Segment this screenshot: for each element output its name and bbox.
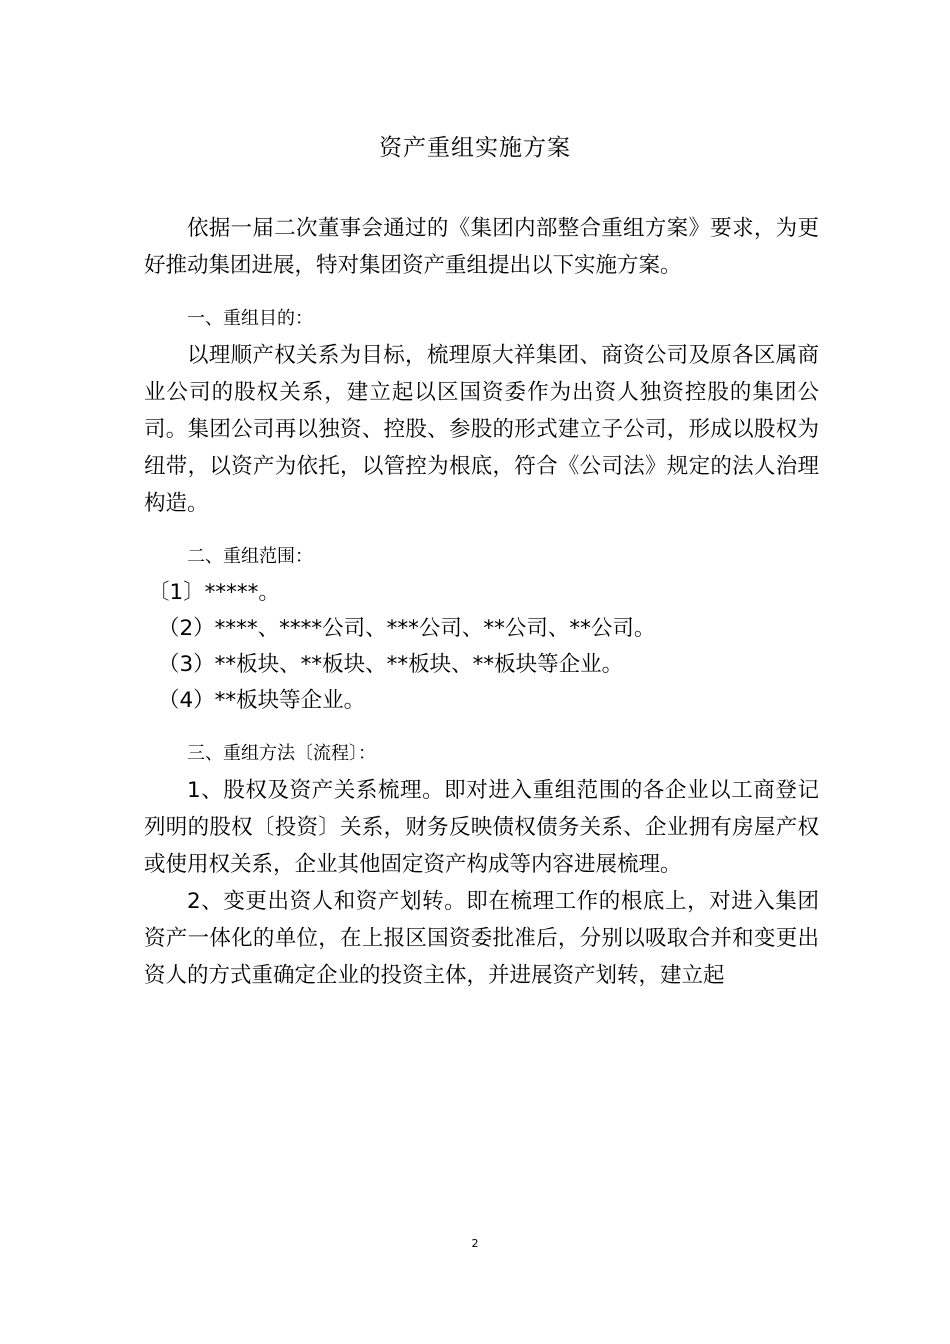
- spacer: [144, 284, 819, 292]
- scope-item-1: 〔1〕*****。: [148, 580, 280, 605]
- method-paragraph-1: 1、股权及资产关系梳理。即对进入重组范围的各企业以工商登记列明的股权〔投资〕关系，财务反映债权债务关系、企业拥有房屋产权或使用权关系，企业其他固定资产构成等内容进展梳理。: [144, 778, 819, 877]
- scope-item-4: （4）**板块等企业。: [158, 688, 366, 713]
- spacer: [144, 719, 819, 727]
- method-paragraph-2: 2、变更出资人和资产划转。即在梳理工作的根底上，对进入集团资产一体化的单位，在上报区国资委批准后，分别以吸取合并和变更出资人的方式重确定企业的投资主体，并进展资产划转，建立起: [144, 889, 819, 988]
- section-heading-scope: 二、重组范围：: [187, 546, 313, 567]
- document-title: 资产重组实施方案: [379, 135, 571, 161]
- section-heading-method: 三、重组方法〔流程〕：: [187, 743, 376, 764]
- purpose-paragraph: 以理顺产权关系为目标，梳理原大祥集团、商资公司及原各区属商业公司的股权关系，建立起以区国资委作为出资人独资控股的集团公司。集团公司再以独资、控股、参股的形式建立子公司，形成以股权为纽带，以资产为依托，以管控为根底，符合《公司法》规定的法人治理构造。: [144, 343, 819, 516]
- scope-item-2: （2）****、****公司、***公司、**公司、**公司。: [158, 616, 656, 641]
- section-heading-purpose: 一、重组目的：: [187, 308, 313, 329]
- document-body: [144, 210, 819, 994]
- page-number: 2: [471, 1237, 479, 1250]
- scope-item-3: （3）**板块、**板块、**板块、**板块等企业。: [158, 652, 624, 677]
- intro-paragraph: 依据一届二次董事会通过的《集团内部整合重组方案》要求，为更好推动集团进展，特对集团资产重组提出以下实施方案。: [144, 216, 819, 278]
- spacer: [144, 522, 819, 530]
